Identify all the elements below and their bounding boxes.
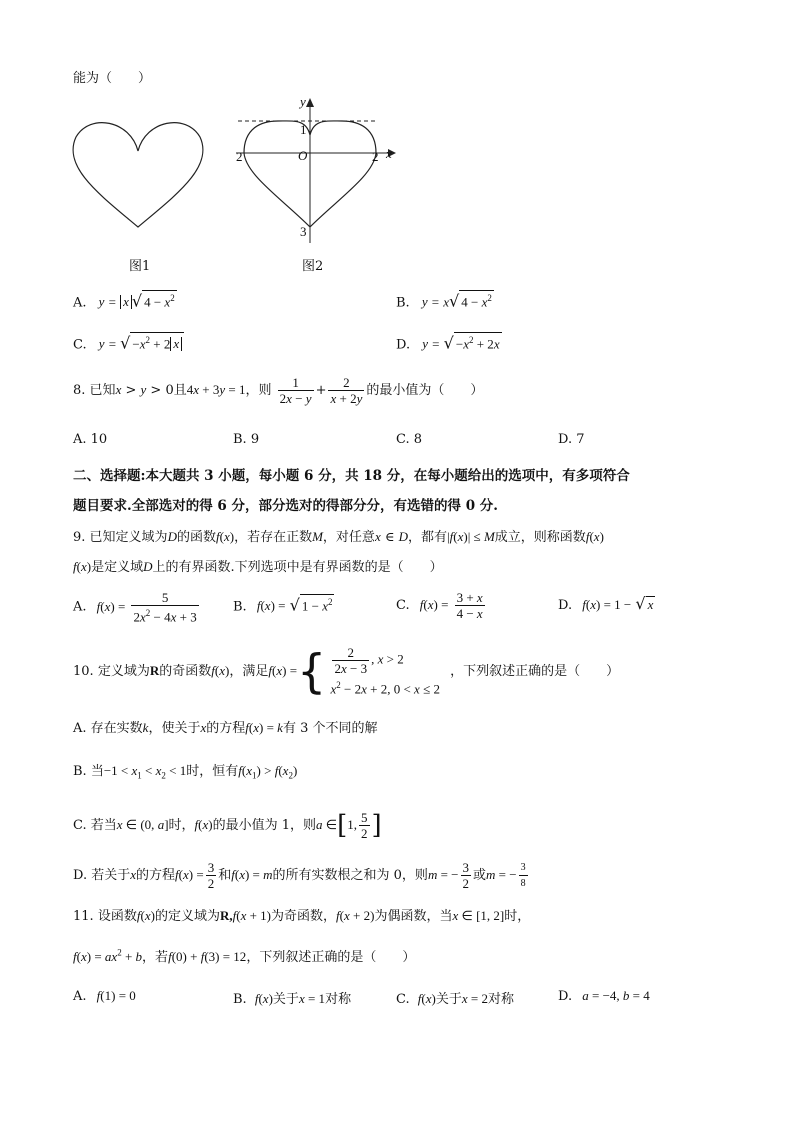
fig2-y-label: y	[300, 94, 306, 109]
question-tail-text: 能为（ ）	[73, 71, 152, 86]
figure-1-heart	[70, 115, 210, 230]
q11-stem-line2: $f(x) = ax^2 + b$，若f(0) + f(3) = 12，下列叙述正确的是（ ）	[73, 947, 416, 965]
q8-option-a[interactable]: A. 10	[73, 432, 108, 447]
q8-option-c[interactable]: C. 8	[396, 432, 423, 447]
q11-stem-line1: 11. 设函数f(x)的定义域为R,f(x + 1)为奇函数，f(x + 2)为偶函数，当x ∈ [1, 2]时，	[73, 908, 531, 924]
q10-option-d[interactable]: D. 若关于x的方程f(x) = $\frac{3}{2}$ 和f(x) = m的所有实数根之和为 0，则m = − $\frac{3}{2}$ 或m = − $\frac{3}{8}$	[73, 860, 526, 891]
fig2-label-right-2: 2	[372, 149, 379, 164]
q9-option-a[interactable]: A. f(x) = $\frac{5}{2x^2 - 4x + 3}$	[73, 590, 197, 625]
fig2-label-1: 1	[300, 122, 307, 137]
figure-1-caption: 图1	[129, 259, 151, 274]
q11-option-a[interactable]: A. f(1) = 0	[73, 988, 136, 1004]
q7-option-c[interactable]: C. y = √ $-x^2 + 2$ x	[73, 332, 184, 352]
q7-option-a[interactable]: A. y = x √ $4 - x^2$	[73, 291, 175, 311]
q10-option-c[interactable]: C. 若当x ∈ (0, a]时，f(x)的最小值为 1，则a ∈[1, $\frac{5}{2}$ ]	[73, 810, 382, 841]
q7-option-d[interactable]: D. y = √ $-x^2 + 2x$	[396, 333, 500, 353]
fig2-x-label: x	[386, 146, 392, 161]
q8-option-d[interactable]: D. 7	[558, 432, 585, 447]
q9-stem-line1: 9. 已知定义域为D的函数f(x)，若存在正数M，对任意x ∈ D，都有|f(x)| ≤ M成立，则称函数f(x)	[73, 529, 604, 545]
q9-option-d[interactable]: D. f(x) = 1 − √ x	[558, 594, 654, 613]
figure-2-heart-graph	[230, 95, 400, 245]
q10-option-a[interactable]: A. 存在实数k，使关于x的方程f(x) = k有 3 个不同的解	[73, 720, 378, 736]
q8-stem: 8. 已知x > y > 0且4x + 3y = 1，则 $\frac{1}{2x - y}$ + $\frac{2}{x + 2y}$ 的最小值为（ ）	[73, 375, 484, 406]
q11-option-d[interactable]: D. a = −4, b = 4	[558, 988, 650, 1004]
q9-option-c[interactable]: C. f(x) = $\frac{3 + x}{4 - x}$	[396, 590, 483, 621]
q10-option-b[interactable]: B. 当$-1 < x_1 < x_2 < 1$时，恒有$f(x_1) > f(x_2)$	[73, 763, 298, 781]
q9-stem-line2: f(x)是定义域D上的有界函数.下列选项中是有界函数的是（ ）	[73, 559, 443, 575]
figure-2-caption: 图2	[302, 259, 324, 274]
q10-stem: 10. 定义域为R的奇函数f(x)，满足f(x) ={ $\frac{2}{2x - 3}$ , x > 2 $x^2 - 2x + 2$, 0 < x ≤ 2 ，下列叙述正确的是（ ）	[73, 644, 620, 699]
q8-option-b[interactable]: B. 9	[233, 432, 260, 447]
fig2-label-left-2: 2	[236, 149, 243, 164]
fig2-label-3: 3	[300, 224, 307, 239]
section-2-heading-line2: 题目要求.全部选对的得 6 分，部分选对的得部分分，有选错的得 0 分.	[73, 498, 498, 514]
q7-option-b[interactable]: B. y = x√ $4 - x^2$	[396, 291, 492, 311]
fig2-origin-label: O	[298, 148, 308, 163]
q11-option-c[interactable]: C. f(x)关于x = 2对称	[396, 991, 515, 1007]
section-2-heading-line1: 二、选择题:本大题共 3 小题，每小题 6 分，共 18 分，在每小题给出的选项中，有多项符合	[73, 468, 630, 484]
q9-option-b[interactable]: B. f(x) = √ $1 - x^2$	[233, 595, 333, 615]
q11-option-b[interactable]: B. f(x)关于x = 1对称	[233, 991, 352, 1007]
